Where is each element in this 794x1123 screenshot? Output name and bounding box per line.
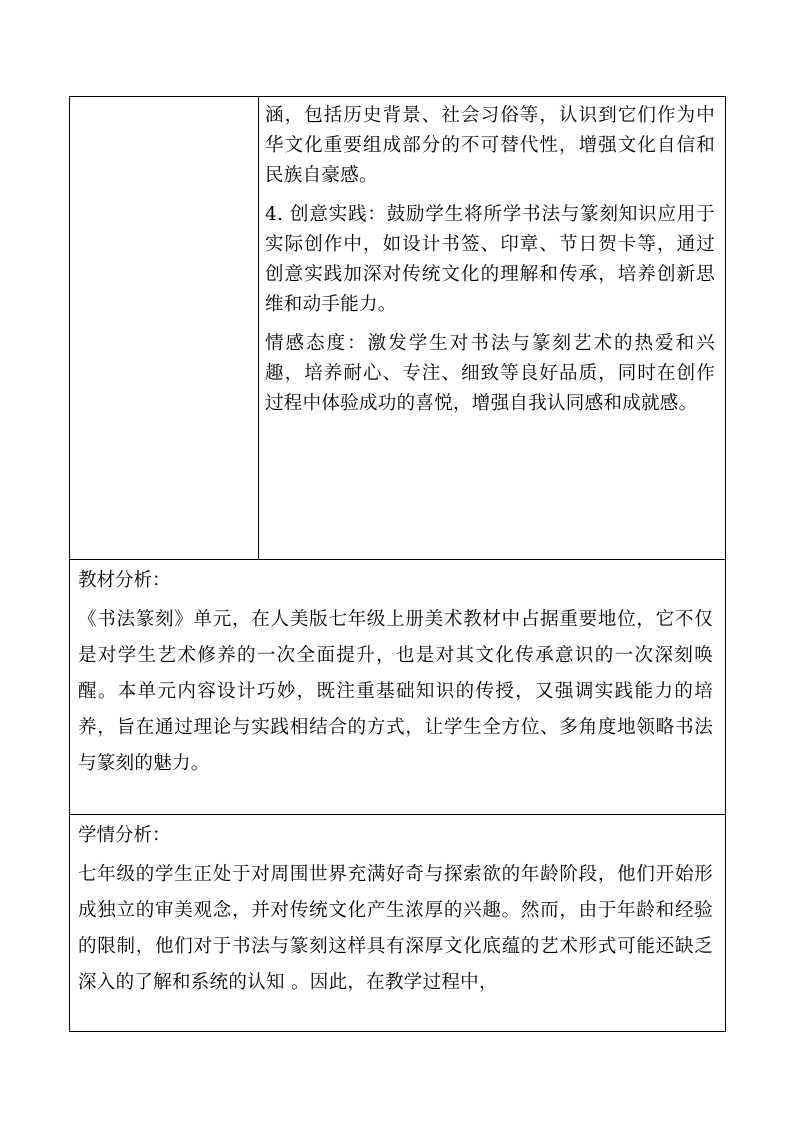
objectives-content-cell <box>259 97 726 560</box>
section-body: 《书法篆刻》单元，在人美版七年级上册美术教材中占据重要地位，它不仅是对学生艺术修养的一次全面提升，也是对其文化传承意识的一次深刻唤醒。本单元内容设计巧妙，既注重基础知识的传授，又强调实践能力的培养，旨在通过理论与实践相结合的方式，让学生全方位、多角度地领略书法与篆刻的魅力。 <box>78 609 713 774</box>
section-body: 七年级的学生正处于对周围世界充满好奇与探索欲的年龄阶段，他们开始形成独立的审美观念，并对传统文化产生浓厚的兴趣。然而，由于年龄和经验的限制，他们对于书法与篆刻这样具有深厚文化底蕴的艺术形式可能还缺乏深入的了解和系统的认知 。因此，在教学过程中， <box>78 864 713 993</box>
section-title: 教材分析： <box>78 570 171 591</box>
objective-paragraph: 涵，包括历史背景、社会习俗等，认识到它们作为中华文化重要组成部分的不可替代性，增强文化自信和民族自豪感。 <box>265 105 715 186</box>
objectives-row <box>70 97 726 560</box>
empty-label-cell <box>70 97 259 560</box>
textbook-analysis-row <box>70 560 726 815</box>
student-analysis-row <box>70 815 726 1032</box>
student-analysis-cell <box>70 815 726 1032</box>
objective-paragraph: 情感态度：激发学生对书法与篆刻艺术的热爱和兴趣，培养耐心、专注、细致等良好品质，同时在创作过程中体验成功的喜悦，增强自我认同感和成就感。 <box>265 333 715 414</box>
objective-paragraph: 4. 创意实践：鼓励学生将所学书法与篆刻知识应用于实际创作中，如设计书签、印章、节日贺卡等，通过创意实践加深对传统文化的理解和传承，培养创新思维和动手能力。 <box>265 204 715 315</box>
textbook-analysis-cell <box>70 560 726 815</box>
lesson-plan-table <box>69 96 726 1032</box>
section-title: 学情分析： <box>78 825 171 846</box>
